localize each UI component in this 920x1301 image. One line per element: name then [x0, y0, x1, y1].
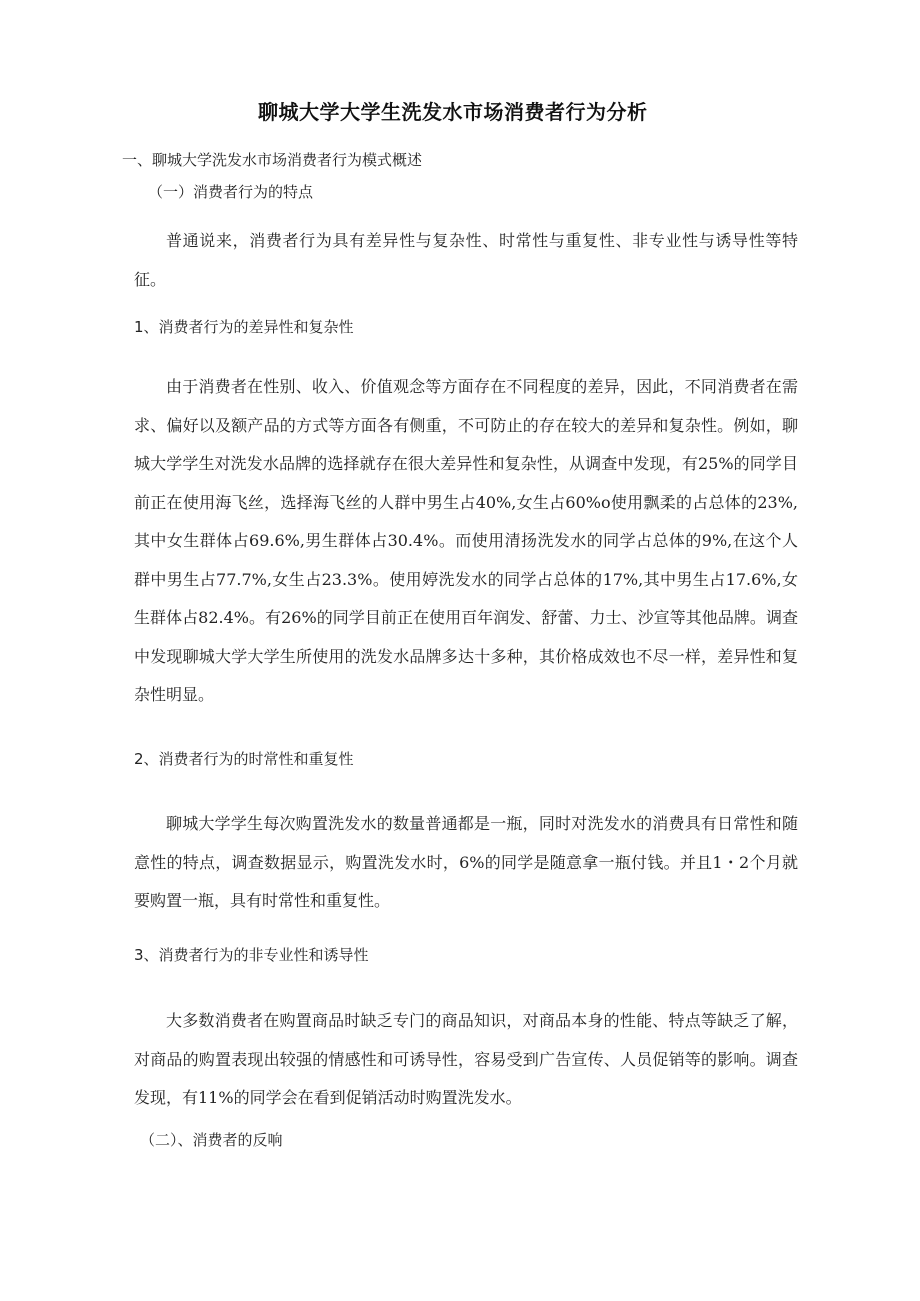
body-paragraph: 大多数消费者在购置商品时缺乏专门的商品知识，对商品本身的性能、特点等缺乏了解，对商品的购置表现出较强的情感性和可诱导性，容易受到广告宣传、人员促销等的影响。调查发现，有11%的同学会在看到促销活动时购置洗发水。 [134, 1011, 798, 1107]
intro-paragraph: 普通说来，消费者行为具有差异性与复杂性、时常性与重复性、非专业性与诱导性等特征。 [134, 231, 798, 289]
body-paragraph: 聊城大学学生每次购置洗发水的数量普通都是一瓶，同时对洗发水的消费具有日常性和随意性的特点，调查数据显示，购置洗发水时，6%的同学是随意拿一瓶付钱。并且1・2个月就要购置一瓶，具有时常性和重复性。 [134, 814, 798, 910]
body-paragraph: 由于消费者在性别、收入、价值观念等方面存在不同程度的差异，因此，不同消费者在需求、偏好以及额产品的方式等方面各有侧重，不可防止的存在较大的差异和复杂性。例如，聊城大学学生对洗发水品牌的选择就存在很大差异性和复杂性，从调查中发现，有25%的同学目前正在使用海飞丝，选择海飞丝的人群中男生占40%,女生占60%o使用飘柔的占总体的23%,其中女生群体占69.6%,男生群体占30.4%。而使用清扬洗发水的同学占总体的9%,在这个人群中男生占77.7%,女生占23.3%。使用婷洗发水的同学占总体的17%,其中男生占17.6%,女生群体占82.4%。有26%的同学目前正在使用百年润发、舒蕾、力士、沙宣等其他品牌。调查中发现聊城大学大学生所使用的洗发水品牌多达十多种，其价格成效也不尽一样，差异性和复杂性明显。 [134, 377, 798, 704]
section-heading: 一、聊城大学洗发水市场消费者行为模式概述 [122, 151, 423, 169]
subsection-heading: （一）消费者行为的特点 [148, 183, 314, 201]
subsection-heading: （二）、消费者的反响 [140, 1131, 283, 1149]
item-heading: 3、消费者行为的非专业性和诱导性 [134, 946, 369, 964]
item-heading: 2、消费者行为的时常性和重复性 [134, 750, 354, 768]
item-heading: 1、消费者行为的差异性和复杂性 [134, 318, 354, 336]
document-title: 聊城大学大学生洗发水市场消费者行为分析 [258, 100, 648, 124]
